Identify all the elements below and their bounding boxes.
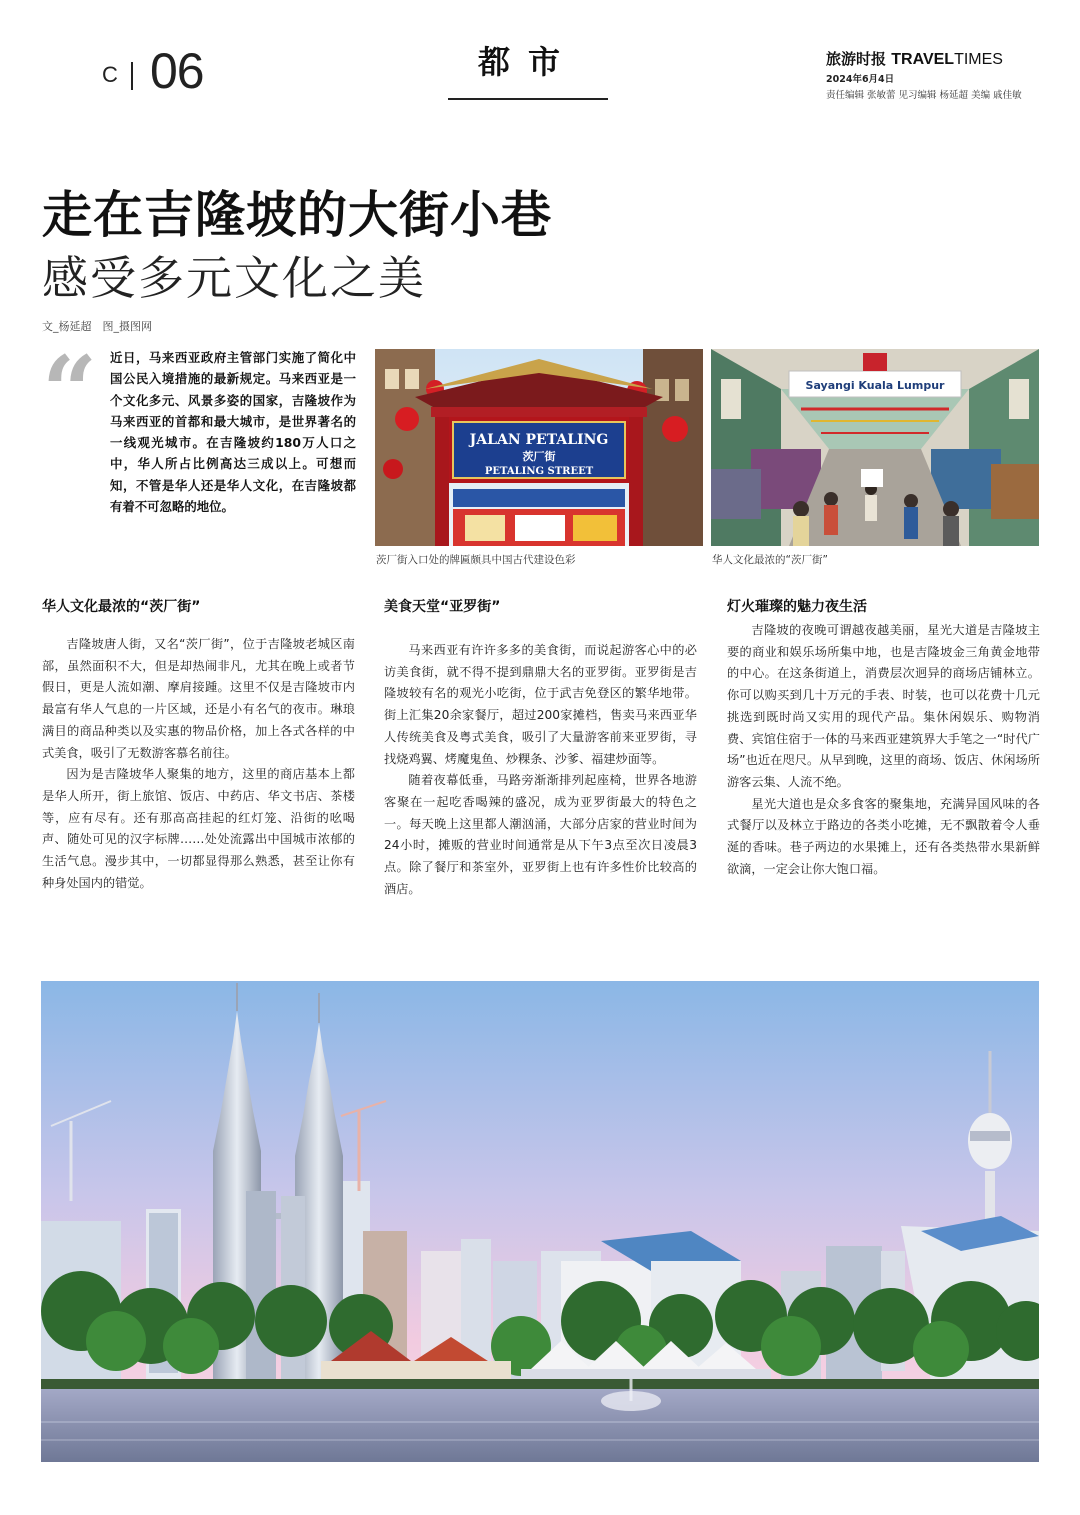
- column2-heading: 美食天堂“亚罗街”: [384, 599, 501, 615]
- column2-body: [384, 640, 697, 900]
- page-number: 06: [150, 43, 204, 99]
- column3-body: [727, 620, 1040, 880]
- masthead-en-light: TIMES: [954, 51, 1003, 68]
- column3-paragraph: 吉隆坡的夜晚可谓越夜越美丽，星光大道是吉隆坡主要的商业和娱乐场所集中地，也是吉隆坡金三角黄金地带的中心。在这条街道上，消费层次迥异的商场店铺林立。你可以购买到几十万元的手表、时装，也可以花费十几元挑选到既时尚又实用的现代产品。集休闲娱乐、购物消费、宾馆住宿于一体的马来西亚建筑界大手笔之一“时代广场”也近在咫尺。从早到晚，这里的商场、饭店、休闲场所游客云集、人流不绝。: [727, 623, 1040, 789]
- photo-petaling-gate: [375, 349, 703, 546]
- article-subtitle: 感受多元文化之美: [42, 251, 426, 305]
- column1-paragraph: 因为是吉隆坡华人聚集的地方，这里的商店基本上都是华人所开，街上旅馆、饭店、中药店、华文书店、茶楼等，应有尽有。还有那高高挂起的红灯笼、沿街的吆喝声、随处可见的汉字标牌……处处流露出中国城市浓郁的生活气息。漫步其中，一切都显得那么熟悉，甚至让你有种身处国内的错觉。: [42, 767, 355, 890]
- masthead-cn: 旅游时报: [826, 50, 887, 68]
- column1-body: [42, 634, 355, 894]
- column3-heading: 灯火璀璨的魅力夜生活: [727, 599, 867, 615]
- byline: 文_杨延超 图_摄图网: [42, 320, 152, 333]
- column2-paragraph: 马来西亚有许许多多的美食街，而说起游客心中的必访美食街，就不得不提到鼎鼎大名的亚罗街。亚罗街是吉隆坡较有名的观光小吃街，位于武吉免登区的繁华地带。街上汇集20余家餐厅，超过200家摊档，售卖马来西亚华人传统美食及粤式美食，吸引了大量游客前来亚罗街，寻找烧鸡翼、烤魔鬼鱼、炒粿条、沙爹、福建炒面等。: [384, 643, 697, 766]
- page-letter: C: [102, 62, 118, 87]
- column1-paragraph: 吉隆坡唐人街，又名“茨厂街”，位于吉隆坡老城区南部，虽然面积不大，但是却热闹非凡，尤其在晚上或者节假日，更是人流如潮、摩肩接踵。这里不仅是吉隆坡市内最富有华人气息的一片区域，还是小有名气的夜市。琳琅满目的商品种类以及实惠的物品价格，加上各式各样的中式美食，吸引了无数游客慕名前往。: [42, 637, 355, 760]
- photo2-caption: 华人文化最浓的“茨厂街”: [712, 554, 828, 566]
- publication-date: 2024年6月4日: [826, 74, 895, 85]
- quote-mark-icon: “: [42, 335, 98, 448]
- sign-chinese: 茨厂街: [522, 450, 556, 463]
- column2-paragraph: 随着夜幕低垂，马路旁渐渐排列起座椅，世界各地游客聚在一起吃香喝辣的盛况，成为亚罗街最大的特色之一。每天晚上这里都人潮汹涌，大部分店家的营业时间为24小时，摊贩的营业时间通常是从下午3点至次日凌晨3点。除了餐厅和茶室外，亚罗街上也有许多性价比较高的酒店。: [384, 773, 697, 896]
- masthead-en-bold: TRAVEL: [891, 51, 955, 68]
- sign-jalan-petaling: JALAN PETALING: [469, 432, 609, 448]
- photo1-caption: 茨厂街入口处的牌匾颇具中国古代建设色彩: [376, 554, 576, 566]
- section-underline: [448, 98, 608, 100]
- sign-petaling-street: PETALING STREET: [484, 466, 594, 477]
- page-divider: [131, 62, 133, 90]
- editors-credit: 责任编辑 张敏蕾 见习编辑 杨延超 美编 戚佳敏: [826, 90, 1022, 101]
- masthead: [826, 52, 1003, 68]
- photo-kl-skyline: [41, 981, 1039, 1462]
- section-title: 都市: [477, 43, 578, 81]
- intro-paragraph: 近日，马来西亚政府主管部门实施了简化中国公民入境措施的最新规定。马来西亚是一个文化多元、风景多姿的国家，吉隆坡作为马来西亚的首都和最大城市，是世界著名的一线观光城市。在吉隆坡约180万人口之中，华人所占比例高达三成以上。可想而知，不管是华人还是华人文化，在吉隆坡都有着不可忽略的地位。: [110, 350, 356, 515]
- sign-sayangi-kl: Sayangi Kuala Lumpur: [805, 379, 945, 392]
- column3-paragraph: 星光大道也是众多食客的聚集地，充满异国风味的各式餐厅以及林立于路边的各类小吃摊，无不飘散着令人垂涎的香味。巷子两边的水果摊上，还有各类热带水果新鲜欲滴，一定会让你大饱口福。: [727, 796, 1040, 876]
- article-title: 走在吉隆坡的大街小巷: [42, 185, 552, 244]
- photo-petaling-street: [711, 349, 1039, 546]
- column1-heading: 华人文化最浓的“茨厂街”: [42, 599, 201, 615]
